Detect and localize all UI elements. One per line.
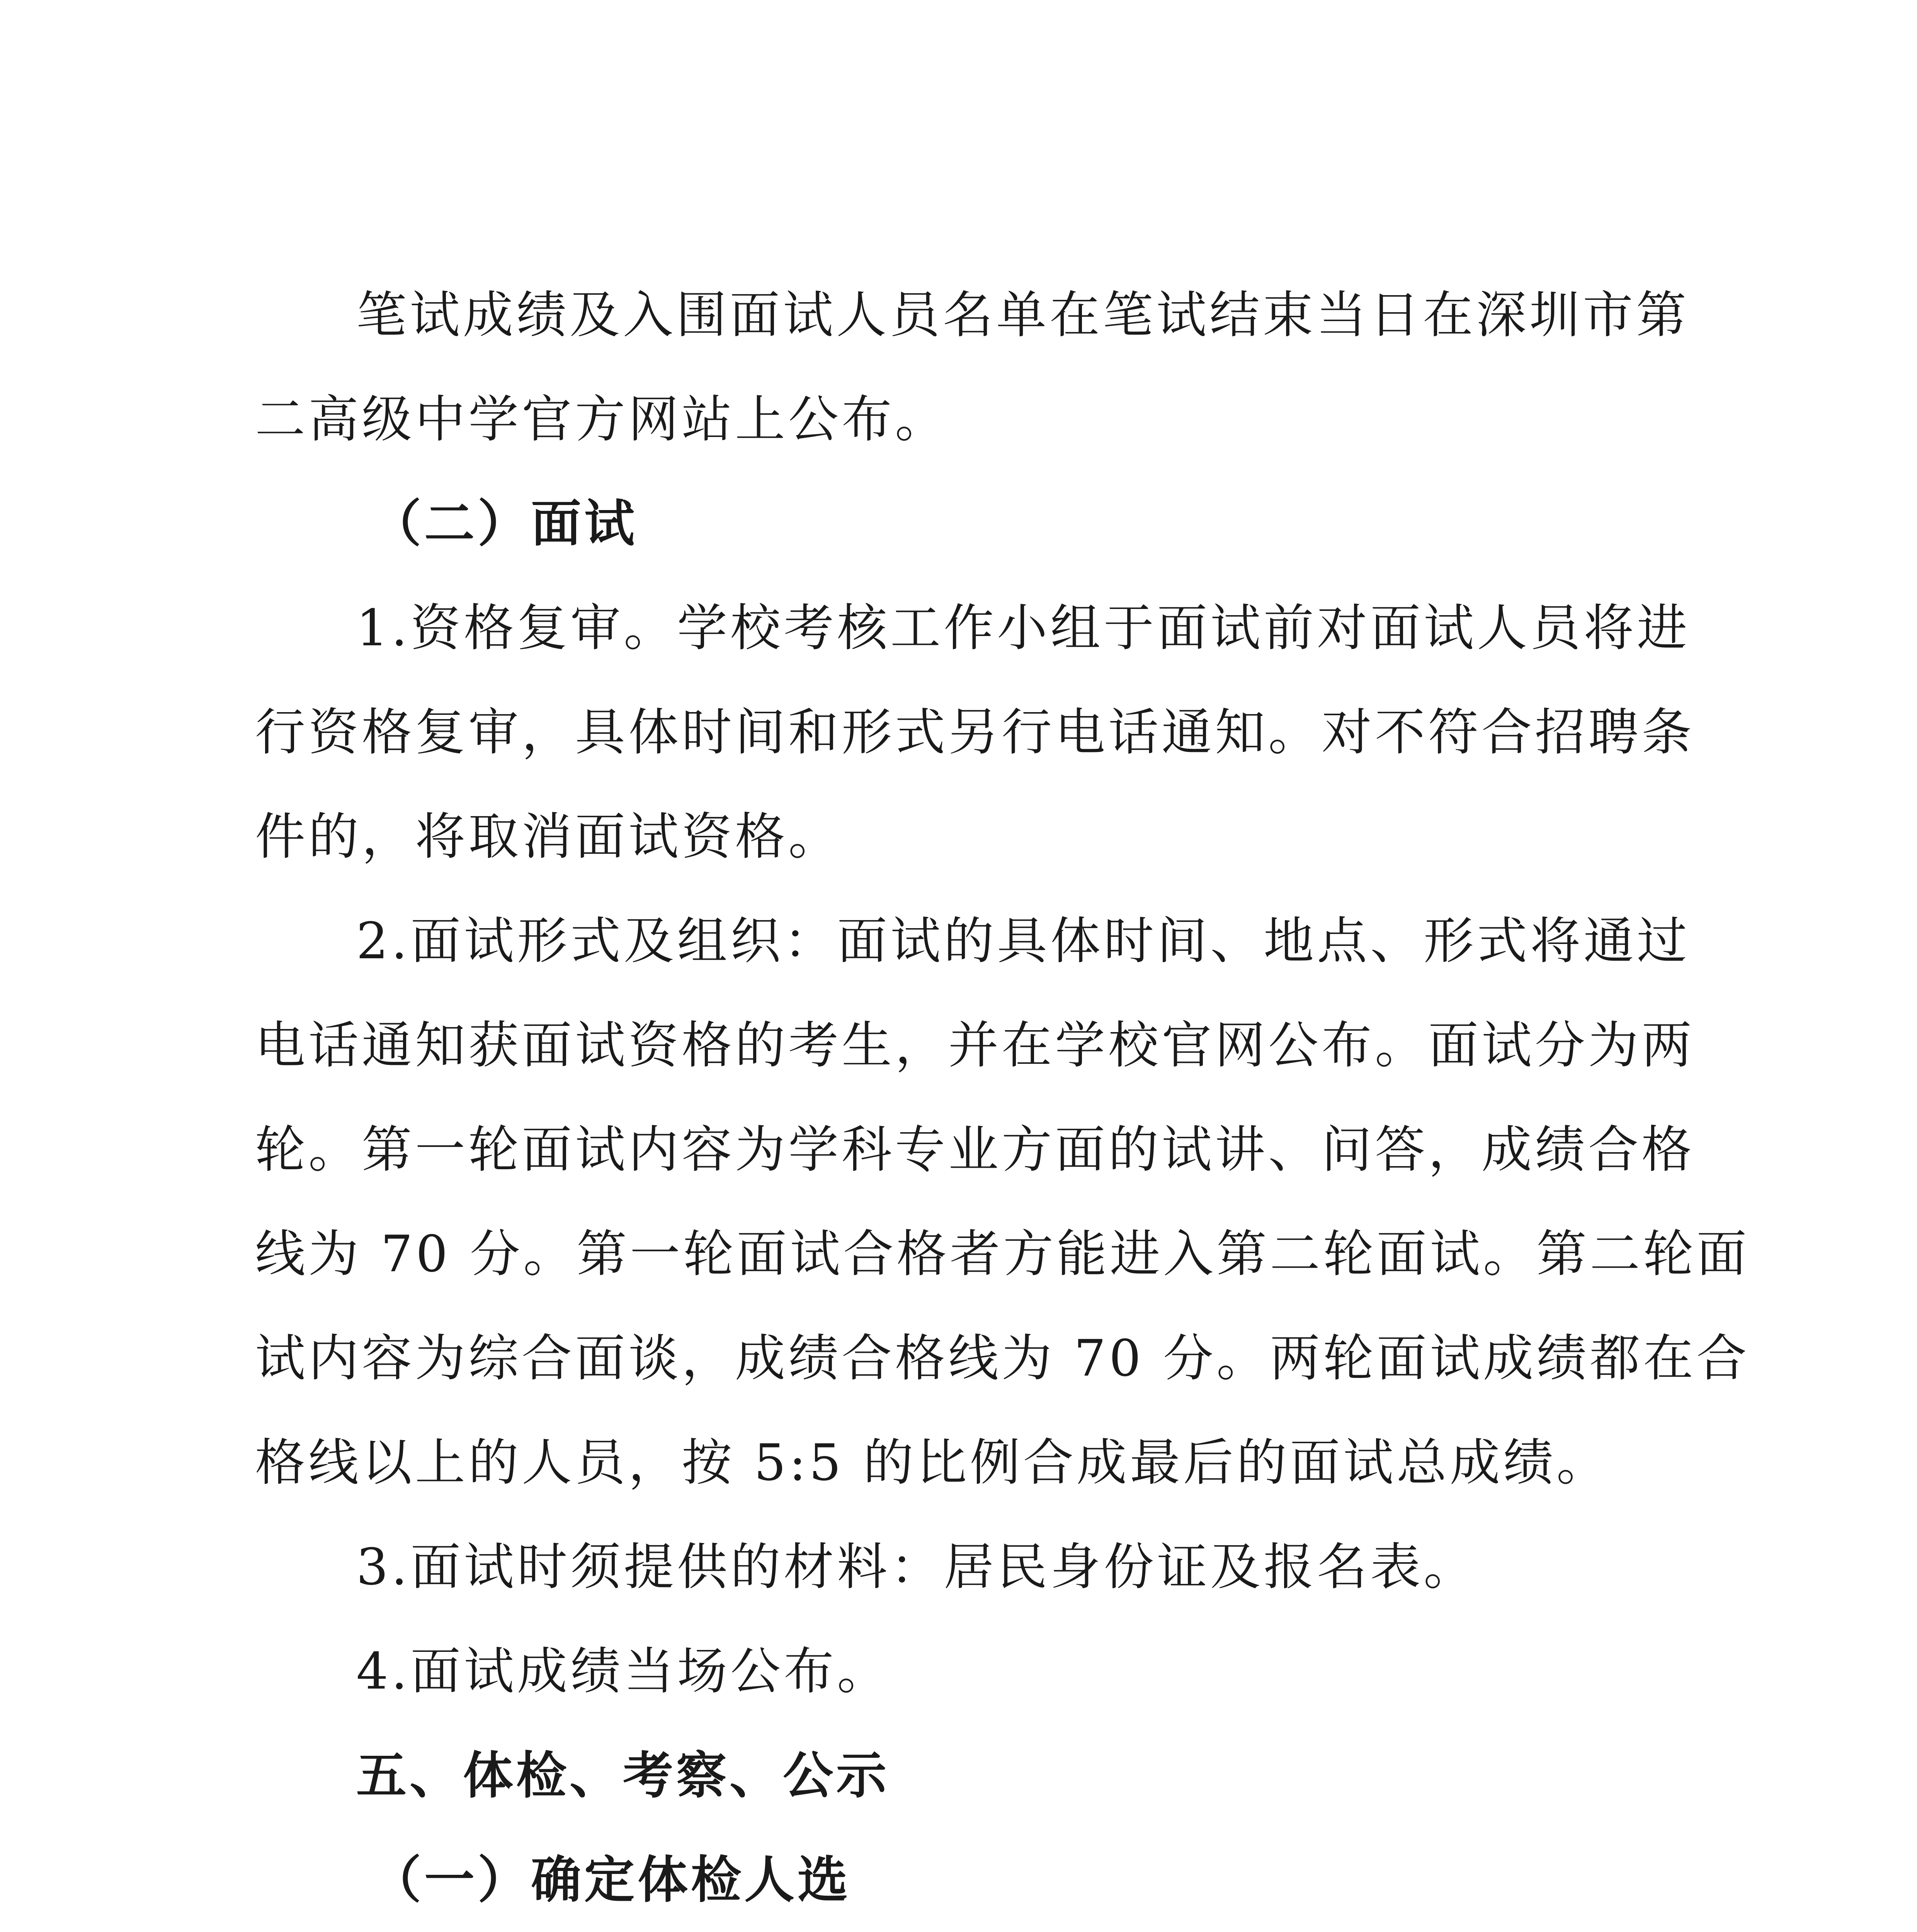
section-heading-interview: （二）面试 (371, 494, 638, 553)
paragraph-line: 电话通知获面试资格的考生，并在学校官网公布。面试分为两 (255, 1016, 1695, 1075)
paragraph-line: 二高级中学官方网站上公布。 (255, 390, 949, 449)
page-body (255, 263, 1750, 1932)
paragraph-line: 件的，将取消面试资格。 (255, 807, 842, 866)
subsection-heading-exam-candidates: （一）确定体检人选 (371, 1850, 851, 1909)
paragraph-line: 3.面试时须提供的材料：居民身份证及报名表。 (356, 1537, 1477, 1596)
paragraph-line: 2.面试形式及组织：面试的具体时间、地点、形式将通过 (356, 912, 1691, 970)
paragraph-line: 轮。第一轮面试内容为学科专业方面的试讲、问答，成绩合格 (255, 1120, 1695, 1179)
paragraph-line: 试内容为综合面谈，成绩合格线为 70 分。两轮面试成绩都在合 (255, 1329, 1750, 1388)
paragraph-line: 1.资格复审。学校考核工作小组于面试前对面试人员将进 (356, 599, 1691, 657)
section-heading-medical-exam: 五、体检、考察、公示 (356, 1746, 890, 1805)
paragraph-line: 4.面试成绩当场公布。 (356, 1642, 891, 1701)
paragraph-line: 笔试成绩及入围面试人员名单在笔试结束当日在深圳市第 (356, 286, 1690, 344)
paragraph-line: 行资格复审，具体时间和形式另行电话通知。对不符合招聘条 (255, 703, 1695, 762)
paragraph-line: 线为 70 分。第一轮面试合格者方能进入第二轮面试。第二轮面 (255, 1225, 1750, 1283)
paragraph-line: 格线以上的人员，按 5:5 的比例合成最后的面试总成绩。 (255, 1433, 1610, 1492)
